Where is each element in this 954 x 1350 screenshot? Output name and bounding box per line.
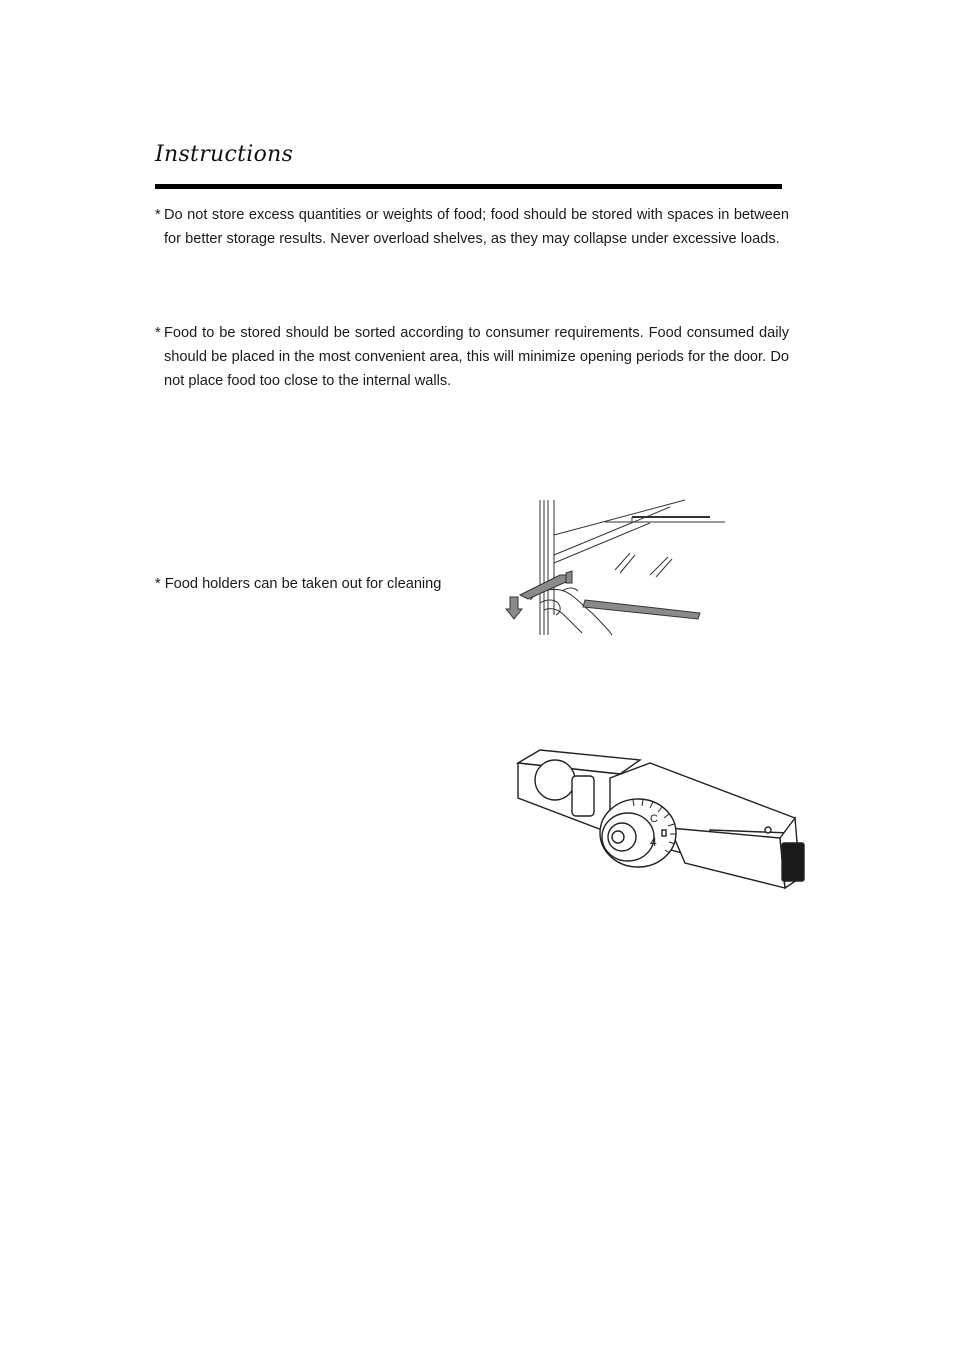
dial-mark-c: C	[650, 813, 658, 825]
cleaning-note	[155, 572, 441, 596]
instruction-text: Food to be stored should be sorted according to consumer requirements. Food consumed daily should be placed in the most convenient area, this will minimize opening periods for the door. Do not place food too close to the internal walls.	[164, 325, 789, 389]
bullet-asterisk: *	[155, 207, 161, 223]
page-title: Instructions	[155, 142, 294, 167]
instruction-text: Do not store excess quantities or weights of food; food should be stored with spaces in between for better storage results. Never overload shelves, as they may collapse under excessive loads.	[164, 207, 789, 247]
thermostat-control-illustration	[510, 738, 810, 903]
shelf-removal-illustration	[500, 495, 730, 640]
dial-mark-4: 4	[650, 835, 657, 849]
instruction-item	[155, 321, 789, 393]
cleaning-note-text: Food holders can be taken out for cleaning	[164, 576, 442, 592]
title-divider	[155, 184, 782, 189]
instruction-item	[155, 203, 789, 251]
bullet-asterisk: *	[155, 576, 161, 592]
bullet-asterisk: *	[155, 325, 161, 341]
